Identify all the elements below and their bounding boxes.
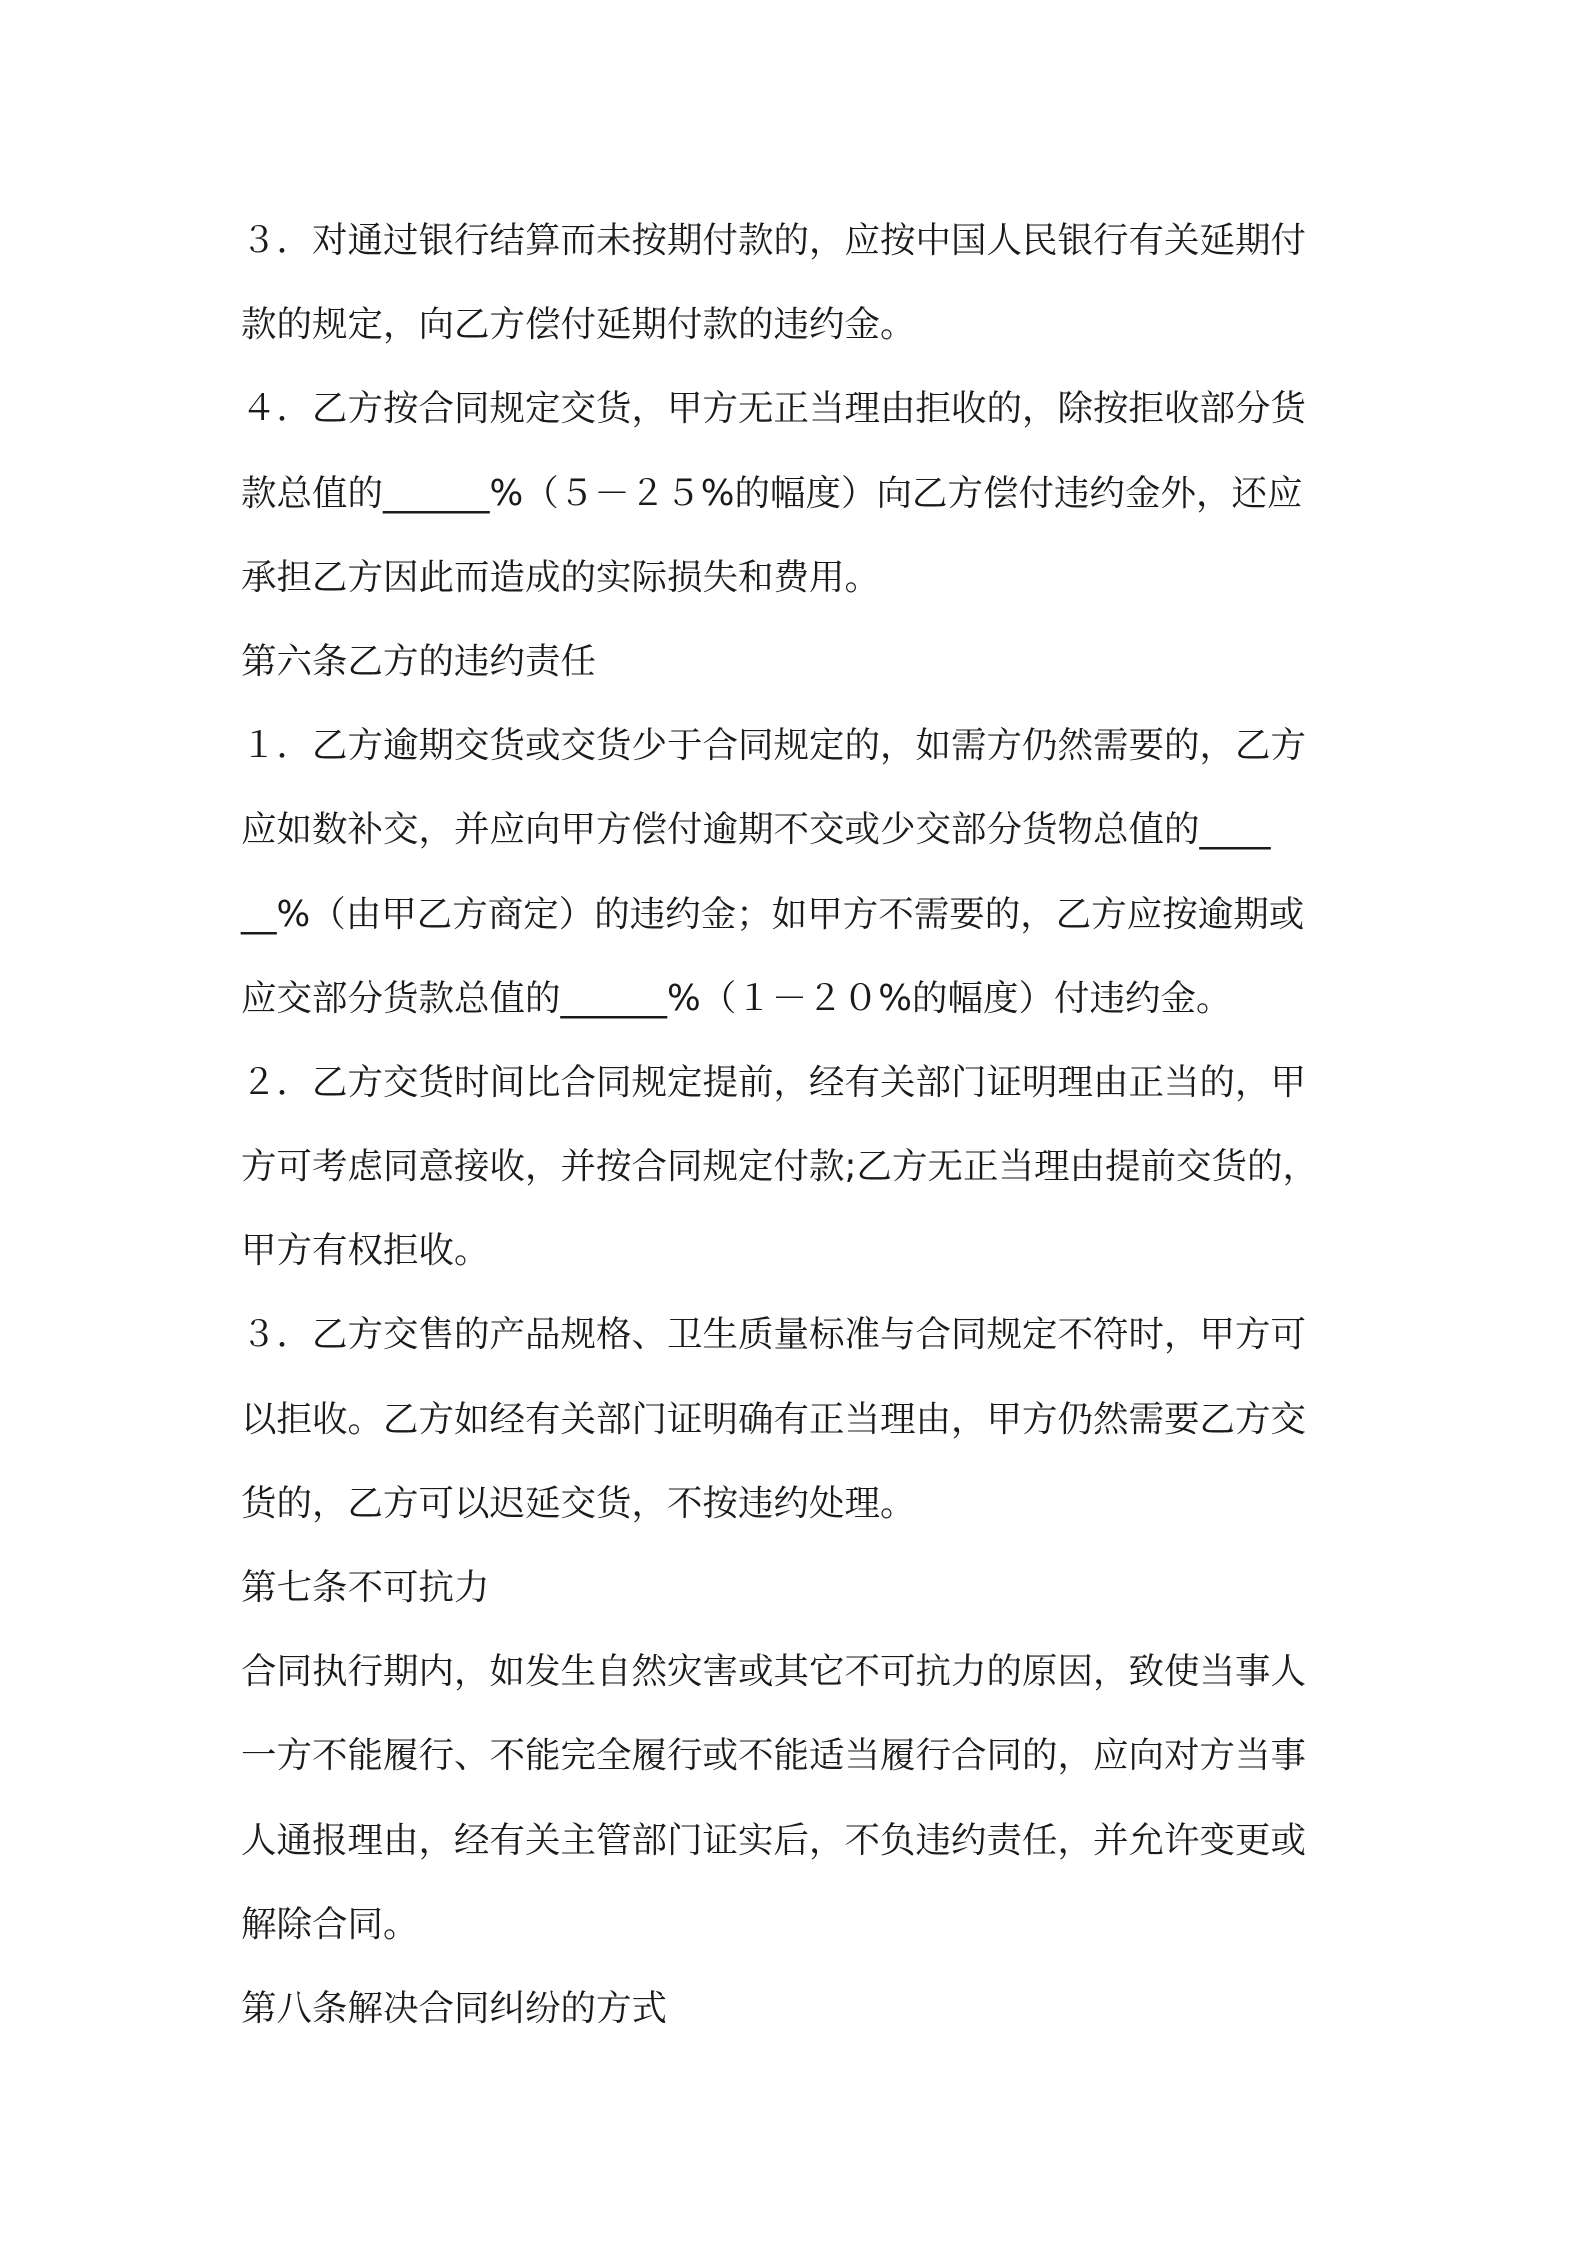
article-6-clause-1-line-2: 应如数补交，并应向甲方偿付逾期不交或少交部分货物总值的____	[241, 809, 1271, 851]
article-6-clause-2-line-2: 方可考虑同意接收，并按合同规定付款;乙方无正当理由提前交货的，	[241, 1146, 1318, 1188]
article-6-clause-2-line-1: ２．乙方交货时间比合同规定提前，经有关部门证明理由正当的，甲	[241, 1061, 1307, 1103]
article-6-clause-3-line-2: 以拒收。乙方如经有关部门证明确有正当理由，甲方仍然需要乙方交	[241, 1398, 1307, 1440]
document-body	[241, 199, 1361, 2051]
article-7-body-line-3: 人通报理由，经有关主管部门证实后，不负违约责任，并允许变更或	[241, 1819, 1307, 1861]
clause-3-payment-delay-line-2: 款的规定，向乙方偿付延期付款的违约金。	[241, 304, 916, 346]
article-7-heading: 第七条不可抗力	[241, 1567, 490, 1608]
clause-4-rejection-line-2: 款总值的______%（５－２５%的幅度）向乙方偿付违约金外，还应	[241, 472, 1303, 514]
clause-4-rejection-line-3: 承担乙方因此而造成的实际损失和费用。	[241, 556, 881, 598]
article-6-heading: 第六条乙方的违约责任	[241, 640, 597, 682]
article-6-clause-3-line-1: ３．乙方交售的产品规格、卫生质量标准与合同规定不符时，甲方可	[241, 1314, 1307, 1356]
article-6-clause-1-line-4: 应交部分货款总值的______%（１－２０%的幅度）付违约金。	[241, 977, 1232, 1019]
article-6-clause-1-line-1: １．乙方逾期交货或交货少于合同规定的，如需方仍然需要的，乙方	[241, 725, 1307, 767]
article-6-clause-2-line-3: 甲方有权拒收。	[241, 1230, 490, 1272]
article-6-clause-1-line-3: __%（由甲乙方商定）的违约金；如甲方不需要的，乙方应按逾期或	[241, 893, 1305, 935]
article-7-body-line-1: 合同执行期内，如发生自然灾害或其它不可抗力的原因，致使当事人	[241, 1651, 1307, 1693]
article-6-clause-3-line-3: 货的，乙方可以迟延交货，不按违约处理。	[241, 1482, 916, 1524]
clause-3-payment-delay-line-1: ３．对通过银行结算而未按期付款的，应按中国人民银行有关延期付	[241, 220, 1307, 261]
article-7-body-line-2: 一方不能履行、不能完全履行或不能适当履行合同的，应向对方当事	[241, 1735, 1307, 1777]
clause-4-rejection-line-1: ４．乙方按合同规定交货，甲方无正当理由拒收的，除按拒收部分货	[241, 388, 1307, 430]
article-8-heading: 第八条解决合同纠纷的方式	[241, 1987, 668, 2029]
article-7-body-line-4: 解除合同。	[241, 1903, 419, 1945]
